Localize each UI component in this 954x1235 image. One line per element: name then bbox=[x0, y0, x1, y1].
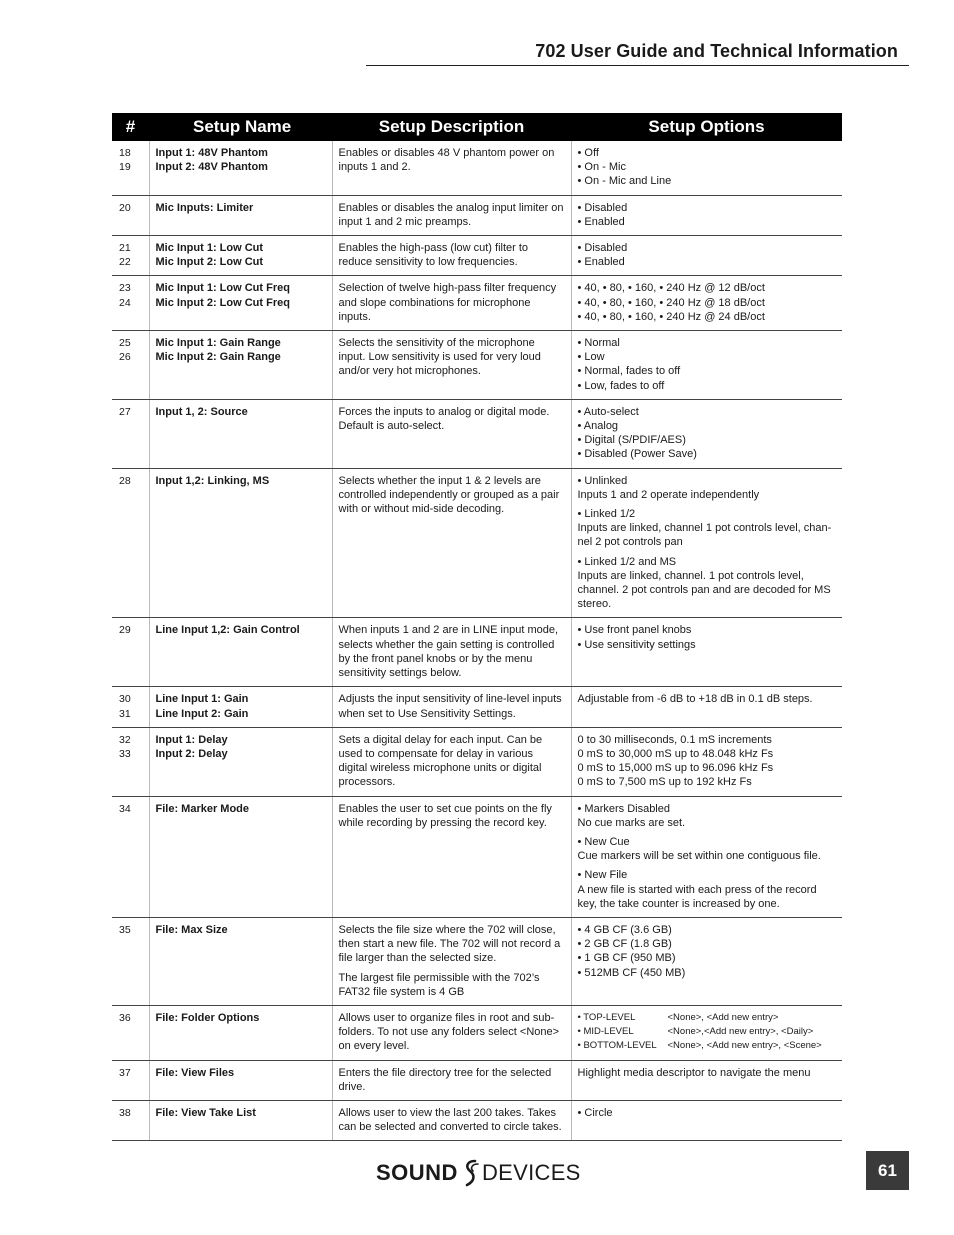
setup-name: Line Input 1: Gain bbox=[155, 693, 249, 706]
table-row bbox=[112, 1060, 842, 1100]
folder-level-label: • BOTTOM-LEVEL bbox=[577, 1039, 657, 1051]
setup-options-cell bbox=[571, 618, 842, 687]
setup-number: 29 bbox=[119, 624, 131, 637]
setup-description: Enables or disables the analog input limiter on input 1 and 2 mic preamps. bbox=[338, 201, 564, 228]
option-group bbox=[578, 623, 837, 651]
setup-options-cell bbox=[571, 331, 842, 400]
setup-description-cell bbox=[332, 727, 571, 796]
setup-description: Selects whether the input 1 & 2 levels are controlled independently or grouped as a pair with or without mid-side decoding. bbox=[338, 474, 560, 516]
setup-number-cell bbox=[112, 141, 149, 195]
setup-name: Input 1, 2: Source bbox=[155, 405, 248, 418]
setup-option: • New File bbox=[577, 869, 628, 882]
setup-option: • Circle bbox=[577, 1106, 613, 1119]
page-header-title: 702 User Guide and Technical Information bbox=[535, 41, 898, 61]
setup-option: • 2 GB CF (1.8 GB) bbox=[577, 938, 672, 951]
setup-name: File: Max Size bbox=[155, 923, 228, 936]
setup-option: • Linked 1/2 and MS bbox=[577, 555, 677, 568]
option-group bbox=[578, 281, 837, 324]
setup-number: 36 bbox=[119, 1011, 131, 1024]
setup-description: Selects the sensitivity of the microphone input. Low sensitivity is used for very loud and/or very hot microphones. bbox=[338, 337, 541, 378]
setup-description: Adjusts the input sensitivity of line-level inputs when set to Use Sensitivity Settings. bbox=[338, 693, 562, 720]
setup-name: File: View Take List bbox=[155, 1106, 256, 1119]
table-row bbox=[112, 236, 842, 276]
setup-option: • Disabled bbox=[577, 242, 628, 255]
setup-option: • On - Mic and Line bbox=[577, 175, 672, 188]
setup-option: 0 mS to 15,000 mS up to 96.096 kHz Fs bbox=[577, 762, 774, 775]
setup-description: Forces the inputs to analog or digital mode. Default is auto-select. bbox=[338, 405, 550, 433]
setup-option: • Linked 1/2 bbox=[577, 508, 636, 521]
setup-description-cell bbox=[332, 468, 571, 618]
option-group bbox=[578, 405, 837, 462]
setup-name-cell bbox=[149, 1005, 332, 1060]
table-row bbox=[112, 468, 842, 618]
setup-name: Mic Input 2: Gain Range bbox=[155, 351, 281, 364]
setup-number: 23 bbox=[119, 282, 131, 295]
setup-name-cell bbox=[149, 1060, 332, 1100]
setup-number-cell bbox=[112, 276, 149, 331]
setup-name: File: View Files bbox=[155, 1066, 235, 1079]
setup-options-cell bbox=[571, 727, 842, 796]
column-header-number: # bbox=[112, 113, 149, 141]
setup-number: 34 bbox=[119, 802, 131, 815]
column-header-setup-name: Setup Name bbox=[149, 113, 332, 141]
folder-option-row bbox=[578, 1025, 837, 1039]
option-group bbox=[578, 923, 837, 980]
setup-option: • 40, • 80, • 160, • 240 Hz @ 18 dB/oct bbox=[577, 296, 765, 309]
setup-number-cell bbox=[112, 399, 149, 468]
setup-description-cell bbox=[332, 195, 571, 235]
option-group bbox=[578, 146, 837, 189]
setup-description: Selection of twelve high-pass filter frequency and slope combinations for microphone inputs. bbox=[338, 282, 557, 323]
setup-number: 27 bbox=[119, 405, 131, 418]
setup-option: Inputs are linked, channel 1 pot controls level, chan- bbox=[577, 522, 832, 535]
setup-option: Inputs 1 and 2 operate independently bbox=[577, 488, 760, 501]
setup-number-cell bbox=[112, 195, 149, 235]
setup-description-cell bbox=[332, 1100, 571, 1140]
setup-option: • 1 GB CF (950 MB) bbox=[577, 952, 676, 965]
setup-option: • Disabled bbox=[577, 201, 628, 214]
setup-description: Allows user to view the last 200 takes. Takes can be selected and converted to circle takes. bbox=[338, 1106, 562, 1134]
setup-description: Allows user to organize files in root and sub-folders. To not use any folders select <None> on every level. bbox=[338, 1011, 560, 1053]
table-row bbox=[112, 917, 842, 1005]
setup-description-cell bbox=[332, 399, 571, 468]
folder-level-values: <None>, <Add new entry> bbox=[667, 1011, 779, 1023]
setup-number-cell bbox=[112, 1100, 149, 1140]
setup-name-cell bbox=[149, 331, 332, 400]
setup-name-cell bbox=[149, 917, 332, 1005]
setup-option: • 40, • 80, • 160, • 240 Hz @ 24 dB/oct bbox=[577, 310, 765, 323]
setup-name: Input 2: Delay bbox=[155, 747, 228, 760]
setup-options-cell bbox=[571, 1060, 842, 1100]
setup-option: 0 to 30 milliseconds, 0.1 mS increments bbox=[577, 733, 772, 746]
setup-description: Enables the high-pass (low cut) filter to reduce sensitivity to low frequencies. bbox=[338, 242, 529, 269]
setup-description: Selects the file size where the 702 will close, then start a new file. The 702 will not record a file larger than the selected size. bbox=[338, 923, 561, 965]
setup-number: 32 bbox=[119, 733, 131, 746]
option-group bbox=[578, 474, 837, 502]
page-header bbox=[366, 40, 909, 66]
setup-options-cell bbox=[571, 1100, 842, 1140]
folder-level-label: • MID-LEVEL bbox=[577, 1025, 634, 1037]
folder-option-row bbox=[578, 1011, 837, 1025]
setup-option: • New Cue bbox=[577, 835, 630, 848]
setup-options-cell bbox=[571, 236, 842, 276]
setup-description: Enables the user to set cue points on the fly while recording by pressing the record key. bbox=[338, 802, 552, 829]
page-number: 61 bbox=[866, 1151, 909, 1190]
setup-number-cell bbox=[112, 727, 149, 796]
setup-option: • Auto-select bbox=[577, 405, 639, 418]
setup-option: Cue markers will be set within one contiguous file. bbox=[577, 850, 821, 863]
setup-option: • 512MB CF (450 MB) bbox=[577, 966, 686, 979]
setup-name: Input 1,2: Linking, MS bbox=[155, 474, 270, 487]
table-row bbox=[112, 618, 842, 687]
setup-option: • Off bbox=[577, 147, 599, 159]
setup-option: 0 mS to 30,000 mS up to 48.048 kHz Fs bbox=[577, 747, 774, 760]
table-row bbox=[112, 1005, 842, 1060]
setup-number: 37 bbox=[119, 1066, 131, 1079]
setup-option: key, the take counter is increased by one. bbox=[577, 897, 780, 910]
setup-number: 22 bbox=[119, 256, 131, 269]
setup-options-cell bbox=[571, 468, 842, 618]
option-group bbox=[578, 802, 837, 830]
setup-number: 19 bbox=[119, 161, 131, 174]
setup-number-cell bbox=[112, 1005, 149, 1060]
setup-name: Mic Input 1: Low Cut Freq bbox=[155, 282, 290, 295]
setup-name-cell bbox=[149, 399, 332, 468]
table-body bbox=[112, 141, 842, 1141]
setup-number: 18 bbox=[119, 147, 131, 159]
setup-number: 28 bbox=[119, 474, 131, 487]
setup-option: • Analog bbox=[577, 420, 619, 433]
setup-number-cell bbox=[112, 331, 149, 400]
setup-name: Input 1: 48V Phantom bbox=[155, 147, 268, 159]
table-row bbox=[112, 687, 842, 727]
setup-description-cell bbox=[332, 236, 571, 276]
setup-name-cell bbox=[149, 1100, 332, 1140]
setup-number: 33 bbox=[119, 747, 131, 760]
setup-name-cell bbox=[149, 276, 332, 331]
setup-name: Mic Input 1: Low Cut bbox=[155, 242, 264, 255]
setup-option: Highlight media descriptor to navigate the menu bbox=[577, 1066, 811, 1079]
setup-number: 30 bbox=[119, 693, 131, 706]
setup-option: stereo. bbox=[577, 598, 612, 611]
setup-option: • Enabled bbox=[577, 215, 625, 228]
setup-name-cell bbox=[149, 618, 332, 687]
setup-name: Mic Input 1: Gain Range bbox=[155, 337, 281, 350]
setup-number-cell bbox=[112, 687, 149, 727]
setup-name: Mic Input 2: Low Cut Freq bbox=[155, 296, 290, 309]
option-group bbox=[578, 507, 837, 550]
setup-name: File: Marker Mode bbox=[155, 802, 250, 815]
setup-option: • Normal bbox=[577, 337, 620, 350]
column-header-setup-description: Setup Description bbox=[332, 113, 571, 141]
setup-description-cell bbox=[332, 1005, 571, 1060]
setup-name-cell bbox=[149, 687, 332, 727]
setup-option: • On - Mic bbox=[577, 161, 626, 174]
option-group bbox=[578, 733, 837, 790]
option-group bbox=[578, 868, 837, 911]
setup-name-cell bbox=[149, 236, 332, 276]
table-row bbox=[112, 1100, 842, 1140]
table-row bbox=[112, 141, 842, 195]
setup-number: 31 bbox=[119, 707, 131, 720]
setup-name-cell bbox=[149, 141, 332, 195]
option-group bbox=[578, 835, 837, 863]
table-row bbox=[112, 399, 842, 468]
option-group bbox=[578, 1106, 837, 1120]
setup-description-cell bbox=[332, 141, 571, 195]
setup-name-cell bbox=[149, 796, 332, 917]
setup-options-cell bbox=[571, 276, 842, 331]
setup-options-cell bbox=[571, 917, 842, 1005]
setup-options-cell bbox=[571, 399, 842, 468]
option-group bbox=[578, 201, 837, 229]
setup-number: 35 bbox=[119, 923, 131, 936]
setup-description-cell bbox=[332, 618, 571, 687]
folder-level-values: <None>,<Add new entry>, <Daily> bbox=[667, 1025, 814, 1037]
option-group bbox=[578, 555, 837, 612]
setup-name: Input 1: Delay bbox=[155, 733, 228, 746]
setup-option: • Unlinked bbox=[577, 474, 628, 487]
setup-option: channel. 2 pot controls pan and are decoded for MS bbox=[577, 584, 831, 597]
table-row bbox=[112, 276, 842, 331]
setup-options-cell bbox=[571, 796, 842, 917]
setup-description-cell bbox=[332, 917, 571, 1005]
setup-option: • Use sensitivity settings bbox=[577, 638, 696, 651]
option-group bbox=[578, 336, 837, 393]
setup-option: • Use front panel knobs bbox=[577, 624, 692, 637]
setup-name-cell bbox=[149, 727, 332, 796]
setup-number: 38 bbox=[119, 1106, 131, 1119]
setup-name: Mic Inputs: Limiter bbox=[155, 201, 254, 214]
setup-name: Input 2: 48V Phantom bbox=[155, 161, 268, 174]
table-header-row bbox=[112, 113, 842, 141]
logo-sound-text: SOUND bbox=[376, 1160, 458, 1185]
setup-number: 21 bbox=[119, 242, 131, 255]
folder-option-row bbox=[578, 1039, 837, 1053]
setup-option: 0 mS to 7,500 mS up to 192 kHz Fs bbox=[577, 776, 752, 789]
setup-name: Line Input 1,2: Gain Control bbox=[155, 624, 300, 637]
setup-name-cell bbox=[149, 195, 332, 235]
setup-name: Mic Input 2: Low Cut bbox=[155, 256, 264, 269]
setup-option: • Disabled (Power Save) bbox=[577, 448, 697, 461]
setup-option: No cue marks are set. bbox=[577, 816, 686, 829]
setup-description-cell bbox=[332, 276, 571, 331]
setup-option: Inputs are linked, channel. 1 pot controls level, bbox=[577, 569, 804, 582]
setup-description-cell bbox=[332, 1060, 571, 1100]
setup-number-cell bbox=[112, 796, 149, 917]
setup-option: • 4 GB CF (3.6 GB) bbox=[577, 923, 672, 936]
logo-wave-icon bbox=[459, 1158, 481, 1188]
setup-option: • Low bbox=[577, 351, 605, 364]
setup-option: • 40, • 80, • 160, • 240 Hz @ 12 dB/oct bbox=[577, 282, 765, 295]
setup-description: The largest file permissible with the 702’s FAT32 file system is 4 GB bbox=[338, 971, 540, 998]
setup-description: Sets a digital delay for each input. Can be used to compensate for delay in various digital wireless microphone units or digital processors. bbox=[338, 733, 543, 789]
setup-option: Adjustable from -6 dB to +18 dB in 0.1 dB steps. bbox=[577, 693, 813, 706]
sound-devices-logo bbox=[376, 1158, 581, 1188]
setup-option: • Normal, fades to off bbox=[577, 365, 681, 378]
table-row bbox=[112, 796, 842, 917]
setup-number: 24 bbox=[119, 296, 131, 309]
setup-options-cell bbox=[571, 141, 842, 195]
setup-number: 20 bbox=[119, 201, 131, 214]
setup-number-cell bbox=[112, 236, 149, 276]
option-group bbox=[578, 1066, 837, 1080]
table-row bbox=[112, 331, 842, 400]
setup-option: • Enabled bbox=[577, 256, 625, 269]
folder-level-values: <None>, <Add new entry>, <Scene> bbox=[667, 1039, 822, 1051]
setup-options-cell bbox=[571, 195, 842, 235]
table-row bbox=[112, 727, 842, 796]
setup-option: • Markers Disabled bbox=[577, 802, 670, 815]
setup-description: When inputs 1 and 2 are in LINE input mode, selects whether the gain setting is controlled by the front panel knobs or by the menu sensitivity settings below. bbox=[338, 624, 559, 680]
setup-description: Enters the file directory tree for the selected drive. bbox=[338, 1066, 552, 1093]
setup-option: nel 2 pot controls pan bbox=[577, 536, 683, 549]
setup-number-cell bbox=[112, 468, 149, 618]
setup-name: File: Folder Options bbox=[155, 1011, 260, 1024]
setup-number-cell bbox=[112, 1060, 149, 1100]
table-row bbox=[112, 195, 842, 235]
logo-devices-text: DEVICES bbox=[481, 1160, 581, 1185]
option-group bbox=[578, 692, 837, 706]
setup-number-cell bbox=[112, 618, 149, 687]
setup-option: • Low, fades to off bbox=[577, 379, 665, 392]
setup-option: • Digital (S/PDIF/AES) bbox=[577, 434, 686, 447]
column-header-setup-options: Setup Options bbox=[571, 113, 842, 141]
setup-description-cell bbox=[332, 796, 571, 917]
setup-options-cell bbox=[571, 1005, 842, 1060]
setup-number: 26 bbox=[119, 351, 131, 364]
setup-name-cell bbox=[149, 468, 332, 618]
folder-level-label: • TOP-LEVEL bbox=[577, 1011, 636, 1023]
setup-number-cell bbox=[112, 917, 149, 1005]
option-group bbox=[578, 241, 837, 269]
setup-options-cell bbox=[571, 687, 842, 727]
setup-option: A new file is started with each press of the record bbox=[577, 883, 817, 896]
setup-table bbox=[112, 113, 842, 1141]
setup-description-cell bbox=[332, 331, 571, 400]
setup-description-cell bbox=[332, 687, 571, 727]
setup-description: Enables or disables 48 V phantom power on inputs 1 and 2. bbox=[338, 147, 555, 174]
setup-number: 25 bbox=[119, 337, 131, 350]
setup-name: Line Input 2: Gain bbox=[155, 707, 249, 720]
